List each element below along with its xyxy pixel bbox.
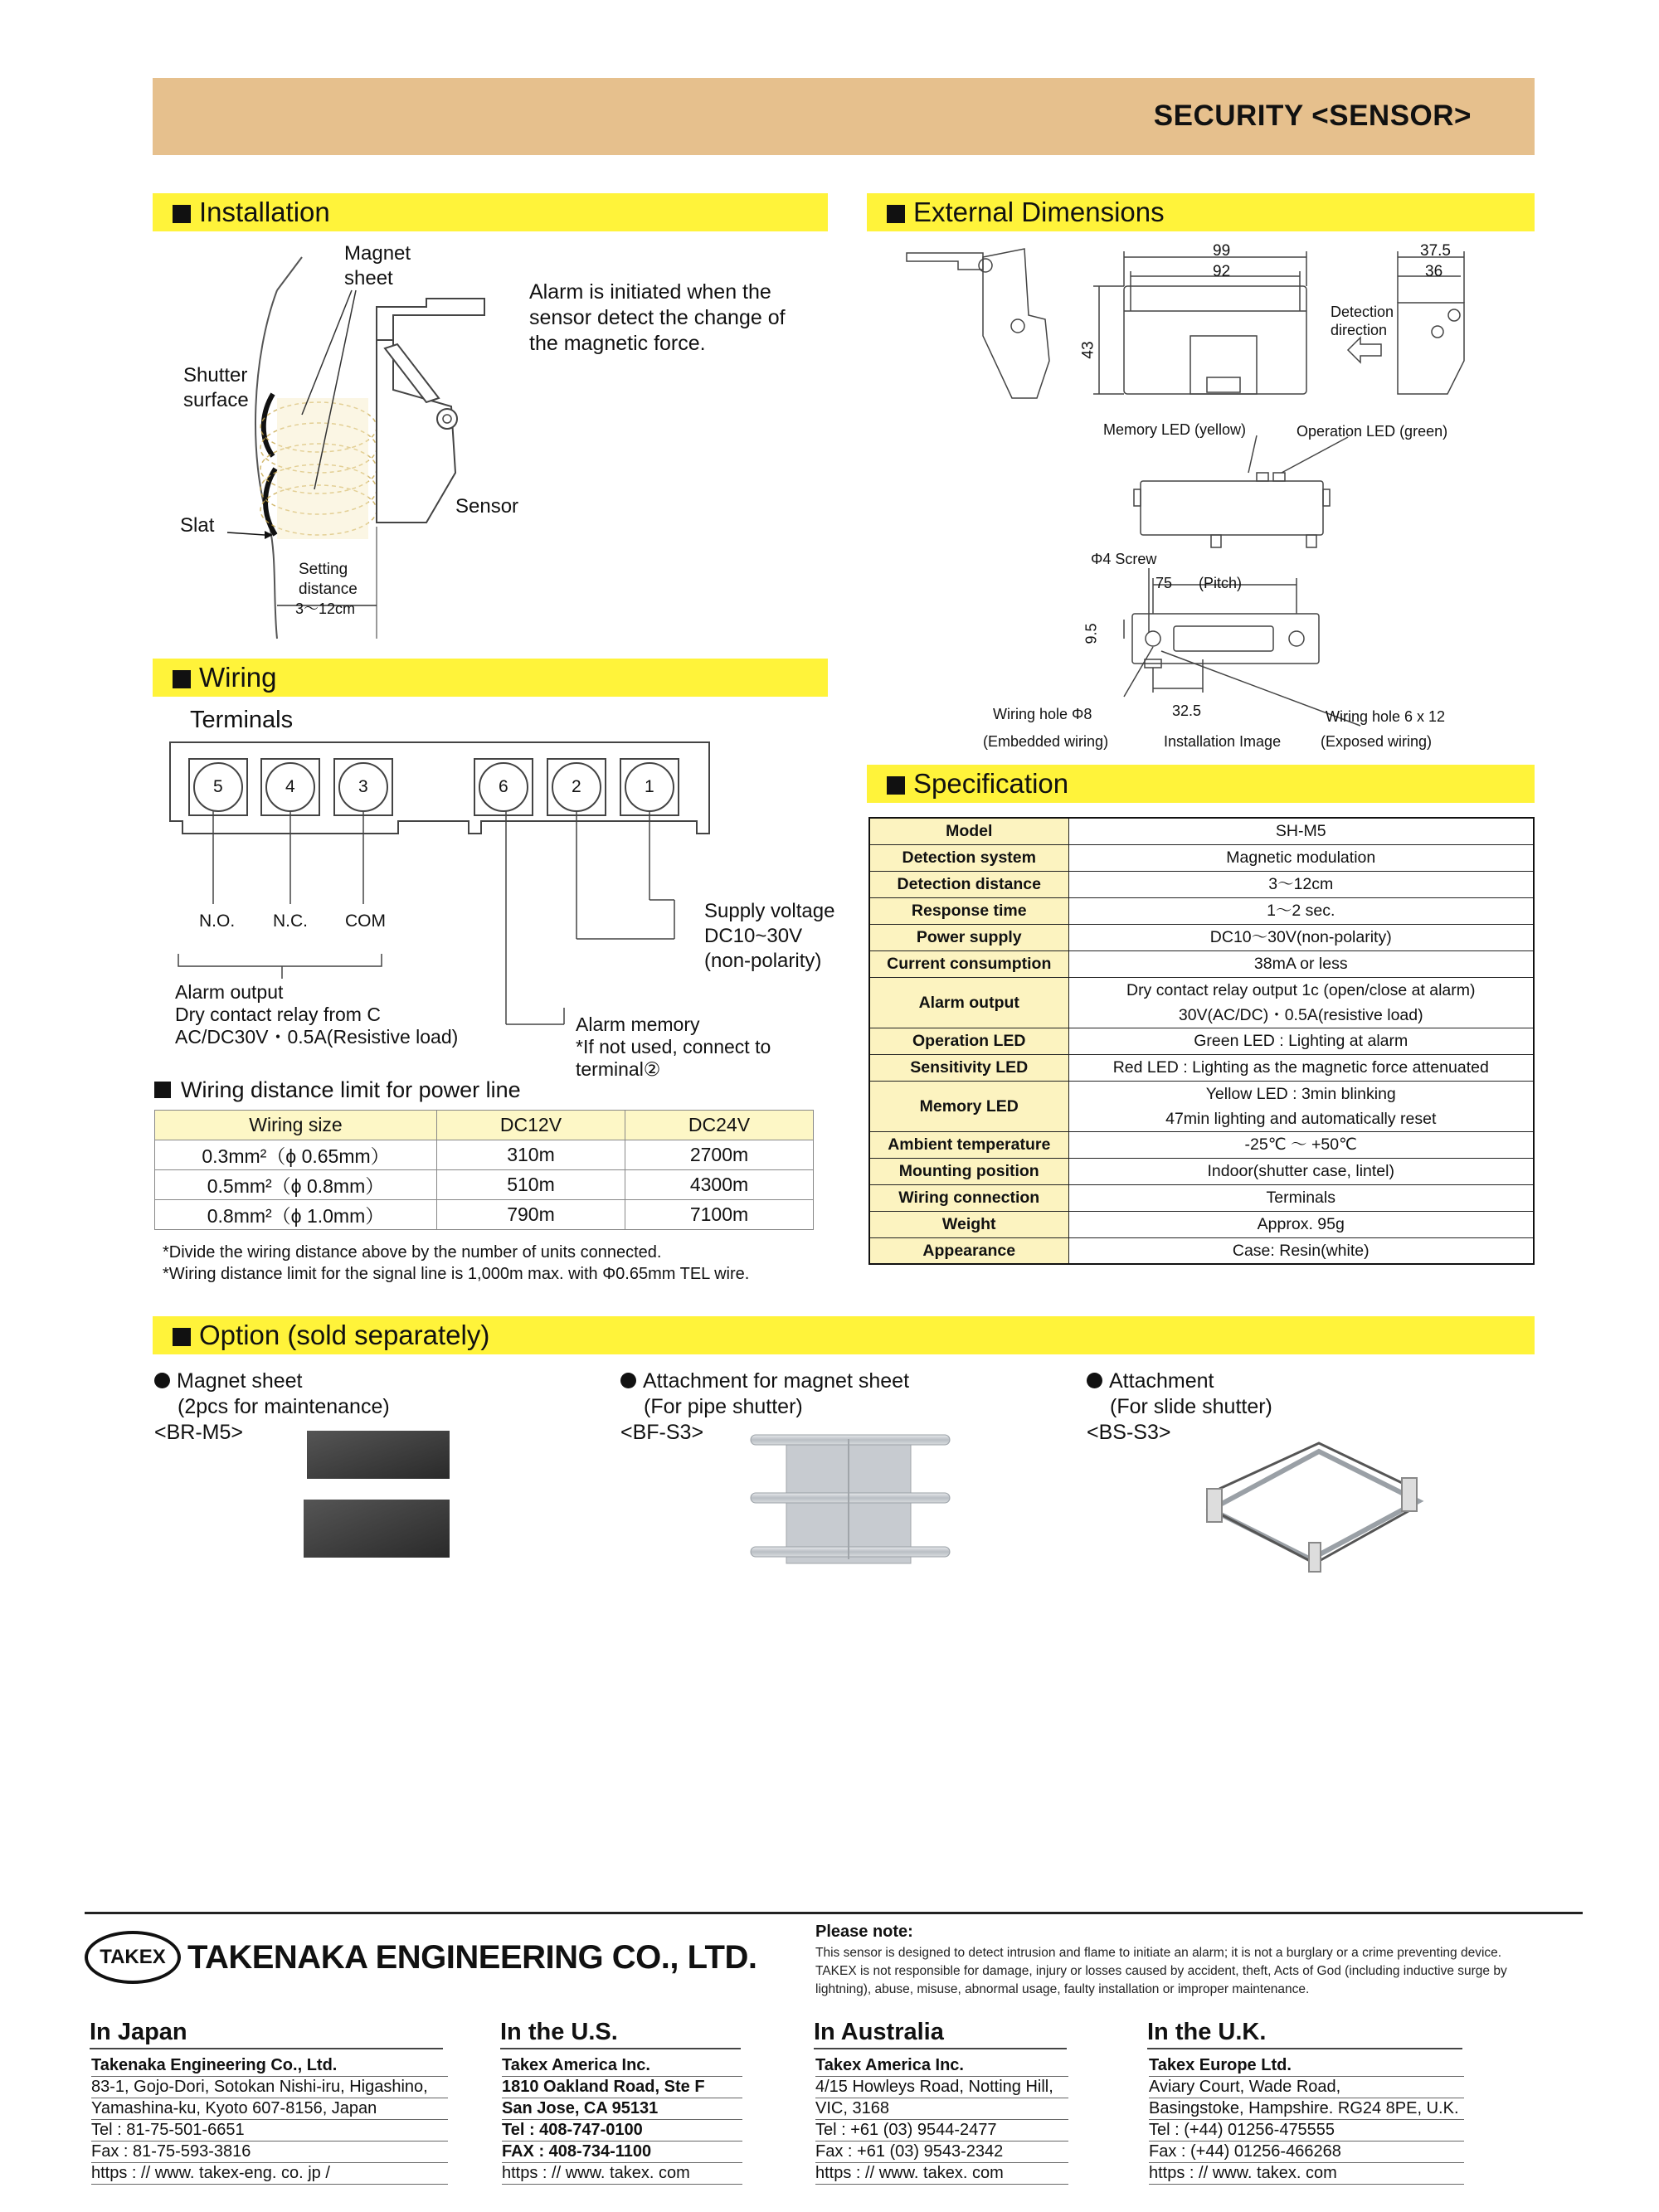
office-us: Takex America Inc. 1810 Oakland Road, Ste F San Jose, CA 95131 Tel : 408-747-0100 FAX : 408-734-1100 https : // www. takex. com xyxy=(502,2055,742,2185)
options-heading: Option (sold separately) xyxy=(153,1316,1535,1354)
table-cell: 0.8mm²（ϕ 1.0mm） xyxy=(155,1200,437,1230)
installation-diagram xyxy=(153,241,584,647)
terminal-2: 2 xyxy=(572,777,581,796)
spec-value: 1～2 sec. xyxy=(1068,897,1534,924)
table-cell: 7100m xyxy=(625,1200,814,1230)
please-note: This sensor is designed to detect intrusion and flame to initiate an alarm; it is not a burglary or a crime preventing device. TAKEX is not responsible for damage, injury or losses caused by accident, theft, Acts of God (including inductive surge by lightning), abuse, misuse, abnormal usage, faulty installation or improper maintenance. xyxy=(815,1946,1507,1996)
table-row xyxy=(869,818,1534,844)
spec-value: DC10～30V(non-polarity) xyxy=(1068,924,1534,950)
terminal-3: 3 xyxy=(358,777,368,796)
page-title: SECURITY <SENSOR> xyxy=(1153,100,1472,132)
spec-value: Terminals xyxy=(1068,1184,1534,1211)
table-header-row xyxy=(155,1111,814,1140)
wiring-distance-heading: Wiring distance limit for power line xyxy=(154,1077,521,1102)
exposed-wiring-label: (Exposed wiring) xyxy=(1321,733,1433,750)
office-uk: Takex Europe Ltd. Aviary Court, Wade Road, Basingstoke, Hampshire. RG24 8PE, U.K. Tel : (+44) 01256-475555 Fax : (+44) 01256-466268 https : // www. takex. com xyxy=(1149,2055,1464,2185)
table-header: Wiring size xyxy=(155,1111,437,1140)
spec-key: Power supply xyxy=(869,924,1068,950)
spec-value: -25℃ ～ +50℃ xyxy=(1068,1131,1534,1158)
spec-value: Yellow LED : 3min blinking 47min lighting and automatically reset xyxy=(1068,1081,1534,1131)
square-bullet-icon xyxy=(887,205,905,223)
square-bullet-icon xyxy=(173,670,191,688)
spec-key: Memory LED xyxy=(869,1081,1068,1131)
company-name: TAKENAKA ENGINEERING CO., LTD. xyxy=(187,1939,757,1976)
contact-com-label: COM xyxy=(345,912,386,931)
spec-key: Mounting position xyxy=(869,1158,1068,1184)
wiring-heading: Wiring xyxy=(153,659,828,697)
spec-key: Current consumption xyxy=(869,950,1068,977)
spec-key: Appearance xyxy=(869,1237,1068,1264)
spec-key: Model xyxy=(869,818,1068,844)
memory-led-label: Memory LED (yellow) xyxy=(1103,421,1247,438)
spec-key: Ambient temperature xyxy=(869,1131,1068,1158)
installation-description: Alarm is initiated when the sensor detect the change of the magnetic force. xyxy=(529,280,786,355)
office-region-japan: In Japan xyxy=(90,2019,443,2049)
square-bullet-icon xyxy=(173,205,191,223)
bullet-dot-icon xyxy=(620,1373,636,1388)
terminal-6: 6 xyxy=(499,777,508,796)
office-region-uk: In the U.K. xyxy=(1147,2019,1462,2049)
table-cell: 0.3mm²（ϕ 0.65mm） xyxy=(155,1140,437,1170)
dim-75: 75 xyxy=(1155,575,1173,591)
setting-distance-label: Setting distance xyxy=(299,561,358,598)
table-row xyxy=(869,1028,1534,1054)
spec-value: Case: Resin(white) xyxy=(1068,1237,1534,1264)
detection-direction-label: Detection direction xyxy=(1331,304,1394,338)
alarm-memory-label: Alarm memory *If not used, connect to terminal② xyxy=(576,1014,771,1080)
table-row xyxy=(869,1158,1534,1184)
slide-attachment-image xyxy=(1194,1427,1435,1576)
spec-key: Sensitivity LED xyxy=(869,1054,1068,1081)
footer-divider xyxy=(85,1912,1583,1914)
dim-32-5: 32.5 xyxy=(1172,702,1202,719)
option-magnet-sheet: Magnet sheet (2pcs for maintenance) <BR-M5> xyxy=(154,1369,390,1444)
table-row xyxy=(869,1131,1534,1158)
wiring-hole-8-label: Wiring hole Φ8 xyxy=(993,706,1092,722)
spec-key: Weight xyxy=(869,1211,1068,1237)
spec-value: Red LED : Lighting as the magnetic force attenuated xyxy=(1068,1054,1534,1081)
dim-37-5: 37.5 xyxy=(1420,242,1451,260)
table-cell: 4300m xyxy=(625,1170,814,1200)
spec-key: Alarm output xyxy=(869,977,1068,1028)
option-pipe-attachment: Attachment for magnet sheet (For pipe shutter) <BF-S3> xyxy=(620,1369,910,1444)
dim-36: 36 xyxy=(1425,263,1443,280)
magnet-sheet-image xyxy=(299,1427,456,1568)
installation-heading: Installation xyxy=(153,193,828,231)
header-banner xyxy=(153,78,1535,155)
spec-value: Dry contact relay output 1c (open/close at alarm) 30V(AC/DC)・0.5A(resistive load) xyxy=(1068,977,1534,1028)
sensor-label: Sensor xyxy=(455,495,519,518)
spec-value: 38mA or less xyxy=(1068,950,1534,977)
square-bullet-icon xyxy=(173,1328,191,1346)
note-title: Please note: xyxy=(815,1923,913,1941)
table-cell: 2700m xyxy=(625,1140,814,1170)
wiring-distance-table xyxy=(154,1110,814,1230)
square-bullet-icon xyxy=(887,776,905,795)
table-cell: 310m xyxy=(437,1140,625,1170)
terminal-1: 1 xyxy=(645,777,654,796)
table-row xyxy=(869,844,1534,871)
table-row xyxy=(869,871,1534,897)
shutter-surface-label: Shutter surface xyxy=(183,364,249,411)
table-cell: 510m xyxy=(437,1170,625,1200)
table-row xyxy=(869,1081,1534,1131)
terminals-label: Terminals xyxy=(190,707,294,733)
spec-key: Response time xyxy=(869,897,1068,924)
spec-value: SH-M5 xyxy=(1068,818,1534,844)
dim-43: 43 xyxy=(1079,341,1097,359)
table-row xyxy=(869,897,1534,924)
spec-value: Approx. 95g xyxy=(1068,1211,1534,1237)
office-region-us: In the U.S. xyxy=(500,2019,741,2049)
table-row xyxy=(869,1054,1534,1081)
office-japan: Takenaka Engineering Co., Ltd. 83-1, Gojo-Dori, Sotokan Nishi-iru, Higashino, Yamashina-ku, Kyoto 607-8156, Japan Tel : 81-75-501-6651 Fax : 81-75-593-3816 https : // www. takex-eng. co. jp / xyxy=(91,2055,448,2185)
table-cell: 790m xyxy=(437,1200,625,1230)
table-header: DC12V xyxy=(437,1111,625,1140)
wiring-notes: *Divide the wiring distance above by the number of units connected. *Wiring distance limit for the signal line is 1,000m max. with Φ0.65mm TEL wire. xyxy=(163,1243,750,1283)
spec-value: Green LED : Lighting at alarm xyxy=(1068,1028,1534,1054)
table-row xyxy=(869,1237,1534,1264)
table-header: DC24V xyxy=(625,1111,814,1140)
spec-key: Detection distance xyxy=(869,871,1068,897)
spec-key: Detection system xyxy=(869,844,1068,871)
specification-heading: Specification xyxy=(867,765,1535,803)
dim-99: 99 xyxy=(1213,242,1231,260)
screw-label: Φ4 Screw xyxy=(1091,551,1157,567)
terminal-5: 5 xyxy=(213,777,223,796)
table-row xyxy=(155,1200,814,1230)
contact-no-label: N.O. xyxy=(199,912,236,931)
alarm-output-label: Alarm output Dry contact relay from C AC/DC30V・0.5A(Resistive load) xyxy=(175,981,459,1048)
spec-value: Magnetic modulation xyxy=(1068,844,1534,871)
table-row xyxy=(869,924,1534,950)
setting-range-label: 3～12cm xyxy=(295,600,356,617)
office-region-australia: In Australia xyxy=(814,2019,1067,2049)
contact-nc-label: N.C. xyxy=(273,912,308,931)
spec-key: Wiring connection xyxy=(869,1184,1068,1211)
slat-label: Slat xyxy=(180,514,215,537)
takex-logo: TAKEX xyxy=(85,1931,181,1984)
dim-92: 92 xyxy=(1213,263,1231,280)
magnet-sheet-label: Magnet sheet xyxy=(344,242,411,289)
dim-9-5: 9.5 xyxy=(1082,623,1100,644)
embedded-wiring-label: (Embedded wiring) xyxy=(983,733,1109,750)
wiring-hole-6x12-label: Wiring hole 6 x 12 xyxy=(1326,708,1446,725)
table-row xyxy=(869,977,1534,1028)
table-cell: 0.5mm²（ϕ 0.8mm） xyxy=(155,1170,437,1200)
bullet-dot-icon xyxy=(154,1373,170,1388)
spec-value: Indoor(shutter case, lintel) xyxy=(1068,1158,1534,1184)
specification-table xyxy=(868,817,1535,1265)
office-australia: Takex America Inc. 4/15 Howleys Road, Notting Hill, VIC, 3168 Tel : +61 (03) 9544-2477 Fax : +61 (03) 9543-2342 https : // www. takex. com xyxy=(815,2055,1068,2185)
operation-led-label: Operation LED (green) xyxy=(1297,423,1448,440)
terminal-4: 4 xyxy=(285,777,295,796)
table-row xyxy=(155,1140,814,1170)
table-row xyxy=(869,1184,1534,1211)
table-row xyxy=(869,950,1534,977)
table-row xyxy=(869,1211,1534,1237)
dimensions-heading: External Dimensions xyxy=(867,193,1535,231)
installation-image-label: Installation Image xyxy=(1164,733,1282,750)
spec-value: 3～12cm xyxy=(1068,871,1534,897)
supply-voltage-label: Supply voltage DC10~30V (non-polarity) xyxy=(704,900,835,972)
bullet-dot-icon xyxy=(1087,1373,1102,1388)
pipe-attachment-image xyxy=(747,1422,954,1568)
table-row xyxy=(155,1170,814,1200)
square-bullet-icon xyxy=(154,1082,171,1098)
spec-key: Operation LED xyxy=(869,1028,1068,1054)
pitch-label: (Pitch) xyxy=(1199,575,1243,591)
option-slide-attachment: Attachment (For slide shutter) <BS-S3> xyxy=(1087,1369,1272,1444)
